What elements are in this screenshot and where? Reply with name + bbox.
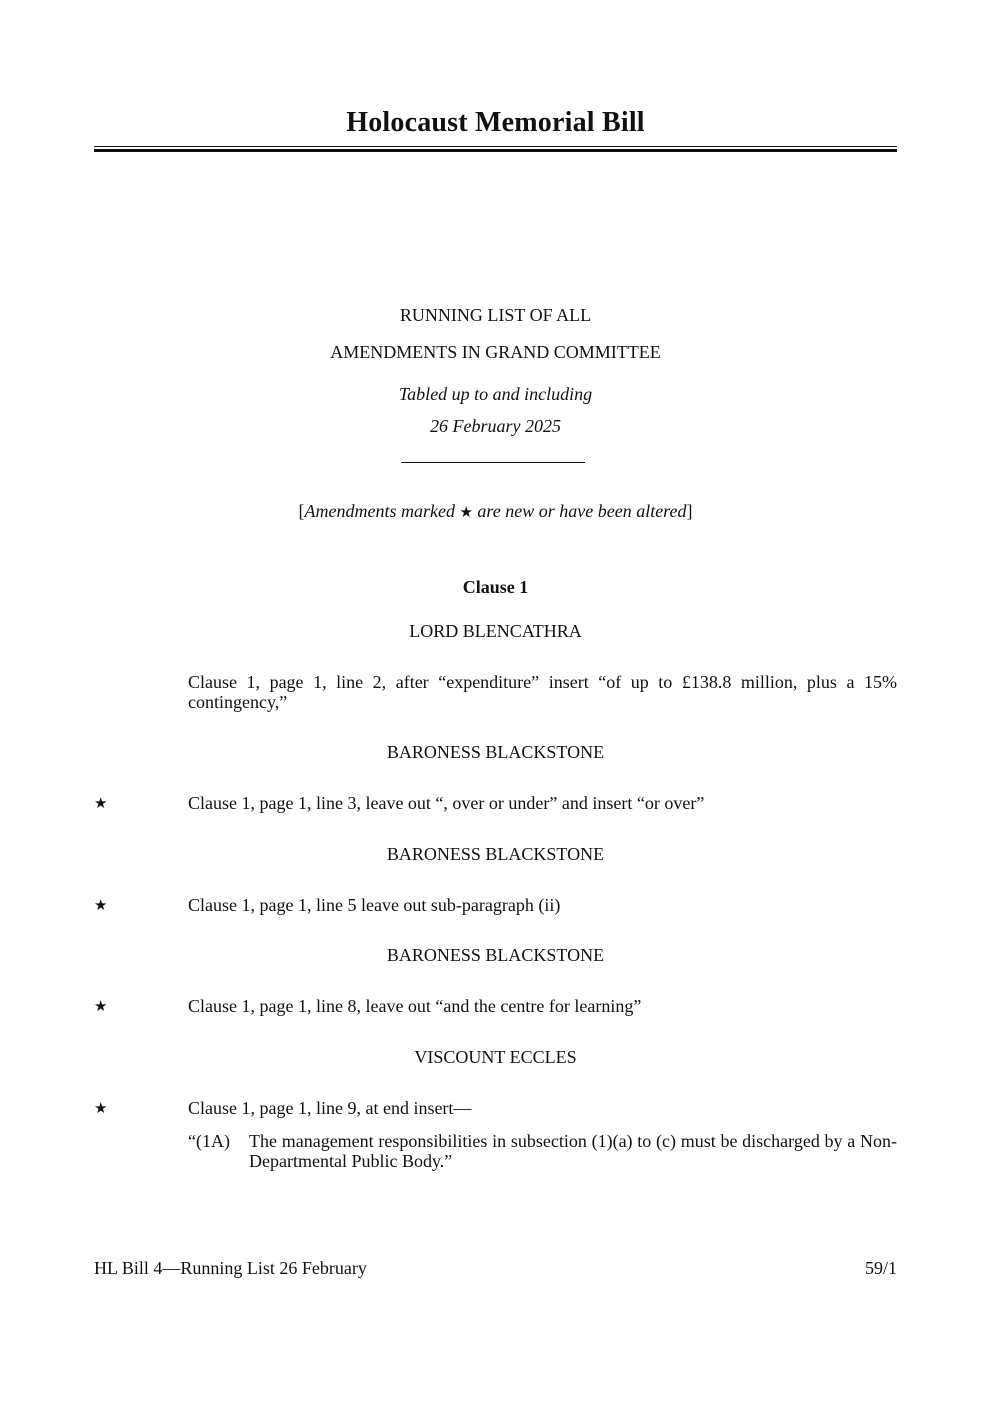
member-name: BARONESS BLACKSTONE <box>386 844 605 864</box>
clause-heading: Clause 1 <box>462 577 529 597</box>
inserted-subsection-number: “(1A) <box>188 1131 230 1151</box>
amendment-text: Clause 1, page 1, line 2, after “expenditure” insert “of up to £138.8 million, plus a 15% contingency,” <box>188 672 897 712</box>
divider-rule <box>401 462 585 463</box>
note-text-after: are new or have been altered <box>472 501 687 521</box>
document-title: Holocaust Memorial Bill <box>346 107 645 138</box>
footer-bill-reference: HL Bill 4—Running List 26 February <box>94 1258 367 1278</box>
amendment-text: Clause 1, page 1, line 3, leave out “, over or under” and insert “or over” <box>188 793 705 813</box>
star-icon: ★ <box>94 997 108 1015</box>
inserted-subsection-text: The management responsibilities in subsection (1)(a) to (c) must be discharged by a Non-Departmental Public Body.” <box>249 1131 897 1171</box>
star-icon: ★ <box>94 896 108 914</box>
amendment-text: Clause 1, page 1, line 8, leave out “and the centre for learning” <box>188 996 642 1016</box>
tabled-date: 26 February 2025 <box>430 416 561 436</box>
member-name: BARONESS BLACKSTONE <box>386 945 605 965</box>
star-icon: ★ <box>94 1099 108 1117</box>
member-name: VISCOUNT ECCLES <box>414 1047 577 1067</box>
note-close-bracket: ] <box>686 501 693 521</box>
star-legend-note <box>94 501 897 522</box>
footer-page-number: 59/1 <box>864 1258 897 1278</box>
star-icon: ★ <box>459 503 473 521</box>
note-open-bracket: [ <box>298 501 305 521</box>
star-icon: ★ <box>94 794 108 812</box>
tabled-line-1: Tabled up to and including <box>398 384 593 404</box>
amendment-text: Clause 1, page 1, line 5 leave out sub-paragraph (ii) <box>188 895 561 915</box>
amendment-text: Clause 1, page 1, line 9, at end insert— <box>188 1098 472 1118</box>
title-rule-thick <box>94 149 897 152</box>
heading-line-2: AMENDMENTS IN GRAND COMMITTEE <box>330 342 661 362</box>
heading-line-1: RUNNING LIST OF ALL <box>399 305 592 325</box>
member-name: BARONESS BLACKSTONE <box>386 742 605 762</box>
note-text-before: Amendments marked <box>304 501 460 521</box>
title-rule-thin <box>94 146 897 147</box>
member-name: LORD BLENCATHRA <box>409 621 582 641</box>
